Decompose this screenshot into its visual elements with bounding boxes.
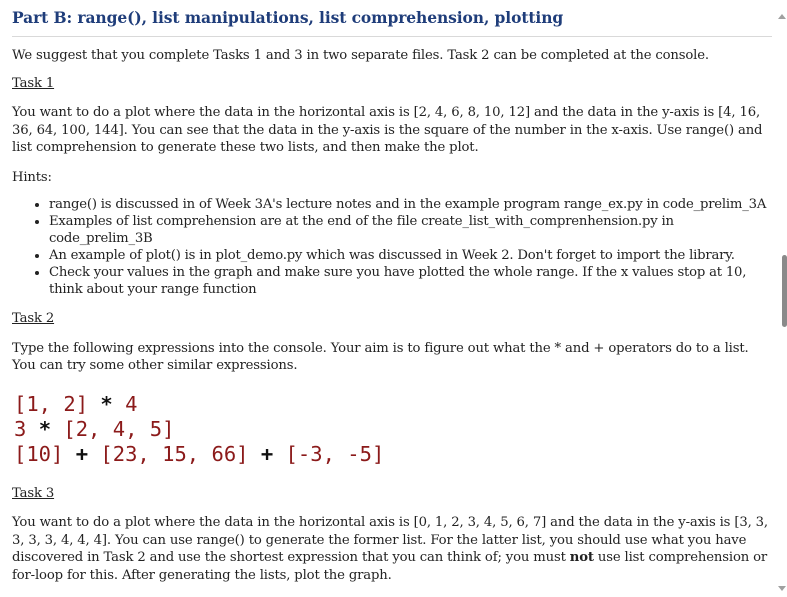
code-block: [14, 392, 772, 467]
code-token: 4: [125, 391, 138, 416]
scroll-up-arrow-icon[interactable]: [778, 14, 786, 19]
code-token: [-3, -5]: [285, 441, 385, 466]
code-token: [10]: [14, 441, 64, 466]
title-divider: [12, 36, 772, 37]
hint-item: • Examples of list comprehension are at the end of the file create_list_with_comprenhension.py in code_prelim_3B: [49, 213, 772, 247]
page-title: Part B: range(), list manipulations, list comprehension, plotting: [12, 8, 564, 27]
task2-body: Type the following expressions into the console. Your aim is to figure out what the * and + operators do to a list. You can try some other similar expressions.: [12, 340, 749, 373]
code-line-3: [14, 442, 384, 466]
scroll-down-arrow-icon[interactable]: [778, 586, 786, 591]
code-operator: *: [100, 391, 113, 416]
code-token: [2, 4, 5]: [63, 416, 175, 441]
code-token: 3: [14, 416, 27, 441]
hint-item: • An example of plot() is in plot_demo.py which was discussed in Week 2. Don't forget to import the library.: [49, 247, 772, 264]
task1-heading: Task 1: [12, 75, 55, 91]
code-operator: +: [75, 441, 89, 466]
intro-text: We suggest that you complete Tasks 1 and 3 in two separate files. Task 2 can be completed at the console.: [12, 48, 709, 63]
task3-text-a: You want to do a plot where the data in the horizontal axis is [0, 1, 2, 3, 4, 5, 6, 7] and the data in the y-axis is [3, 3, 3, 3, 3, 4, 4, 4]. You can use range() to generate the former list. For the latter list, you should use what you have discovered in Task 2 and use the shortest expression that you can think of; you must: [12, 515, 768, 565]
hint-item: • Check your values in the graph and make sure you have plotted the whole range. If the x values stop at 10, think about your range function: [49, 264, 772, 298]
document-content: [12, 8, 772, 584]
task3-body: [12, 514, 772, 584]
scrollbar-thumb[interactable]: [782, 255, 787, 327]
task1-body: You want to do a plot where the data in the horizontal axis is [2, 4, 6, 8, 10, 12] and the data in the y-axis is [4, 16, 36, 64, 100, 144]. You can see that the data in the y-axis is the square of the number in the x-axis. Use range() and list comprehension to generate these two lists, and then make the plot.: [12, 105, 763, 155]
code-operator: *: [38, 416, 52, 441]
vertical-scrollbar[interactable]: [775, 0, 787, 597]
code-line-1: [14, 392, 137, 416]
hints-list: [12, 196, 772, 298]
code-token: [1, 2]: [14, 391, 89, 416]
code-operator: +: [260, 441, 274, 466]
code-line-2: [14, 417, 174, 441]
task3-heading: Task 3: [12, 485, 55, 501]
task3-text-b: use list comprehension or for-loop for this. After generating the lists, plot the graph.: [12, 550, 768, 583]
hint-item: • range() is discussed in of Week 3A's lecture notes and in the example program range_ex.py in code_prelim_3A: [49, 196, 772, 213]
task3-emphasis: not: [569, 550, 594, 565]
code-token: [23, 15, 66]: [100, 441, 249, 466]
hints-label: Hints:: [12, 169, 52, 185]
task2-heading: Task 2: [12, 311, 55, 326]
